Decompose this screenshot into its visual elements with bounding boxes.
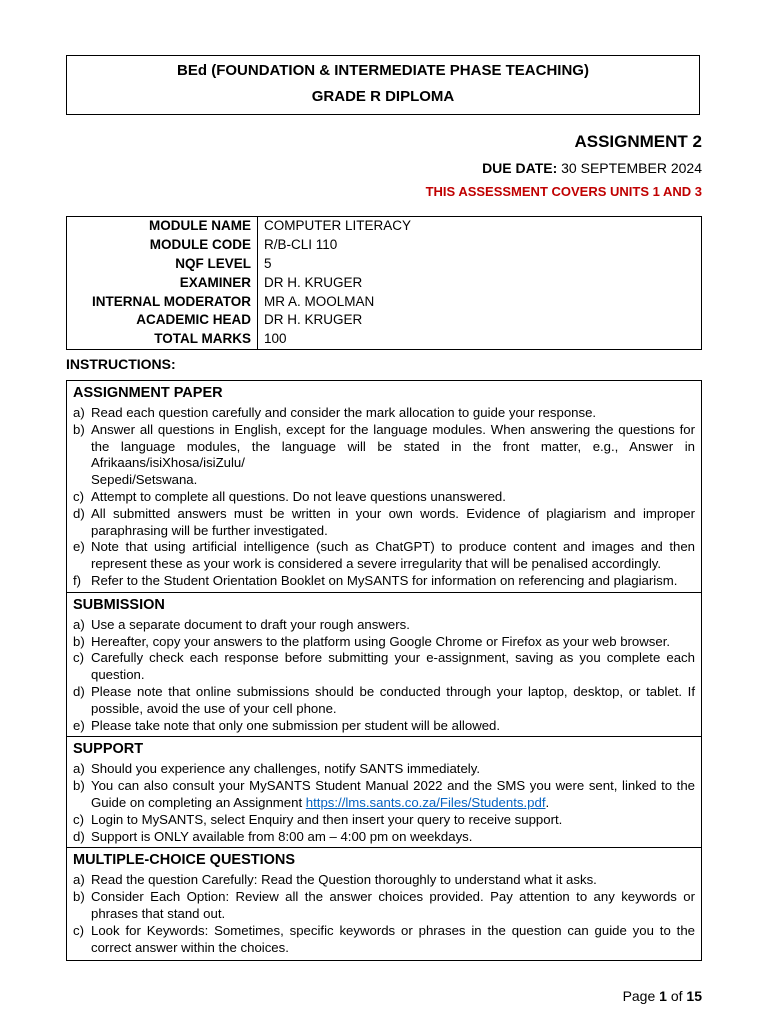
multiple-choice-section — [67, 848, 701, 958]
row-value: 100 — [264, 331, 287, 347]
module-info-table — [66, 216, 702, 350]
list-item: a) Read the question Carefully: Read the Question thoroughly to understand what it asks. — [73, 872, 597, 888]
instructions-heading: INSTRUCTIONS: — [66, 356, 176, 372]
section-title: SUPPORT — [73, 741, 144, 758]
page-number: Page 1 of 15 — [622, 988, 702, 1004]
list-item: c) Login to MySANTS, select Enquiry and then insert your query to receive support. — [73, 811, 563, 827]
due-date — [482, 160, 702, 176]
section-title: SUBMISSION — [73, 596, 165, 613]
program-title: BEd (FOUNDATION & INTERMEDIATE PHASE TEACHING) — [177, 62, 589, 79]
row-value: MR A. MOOLMAN — [264, 293, 375, 309]
list-item: a) Should you experience any challenges, notify SANTS immediately. — [73, 761, 480, 777]
table-row — [67, 330, 702, 349]
list-item: b) Consider Each Option: Review all the answer choices provided. Pay attention to any keywords or phrases that stand out. — [73, 889, 695, 921]
list-item: b) Hereafter, copy your answers to the platform using Google Chrome or Firefox as your web browser. — [73, 633, 671, 649]
row-value: DR H. KRUGER — [264, 312, 363, 328]
list-item: d) Support is ONLY available from 8:00 am – 4:00 pm on weekdays. — [73, 828, 473, 844]
units-covered-notice: THIS ASSESSMENT COVERS UNITS 1 AND 3 — [425, 184, 702, 199]
list-item: a) Use a separate document to draft your rough answers. — [73, 616, 410, 632]
table-row — [67, 292, 702, 311]
list-item: e) Note that using artificial intelligence (such as ChatGPT) to produce content and images and then represent these as your work is considered a severe irregularity that will be penalised accordingly. — [73, 539, 695, 572]
list-item: a) Read each question carefully and consider the mark allocation to guide your response. — [73, 405, 597, 420]
row-value: DR H. KRUGER — [264, 274, 363, 290]
section-title: ASSIGNMENT PAPER — [73, 385, 223, 401]
table-row — [67, 311, 702, 330]
support-section — [67, 737, 701, 848]
program-subtitle: GRADE R DIPLOMA — [311, 88, 455, 105]
assignment-paper-section — [67, 381, 701, 593]
row-key: MODULE NAME — [67, 217, 258, 236]
row-key: MODULE CODE — [67, 236, 258, 255]
assignment-title: ASSIGNMENT 2 — [574, 132, 702, 151]
table-row — [67, 255, 702, 274]
row-key: TOTAL MARKS — [67, 330, 258, 349]
list-item: b) Answer all questions in English, except for the language modules. When answering the questions for the language modules, the language will be stated in the front matter, e.g., Answer in Afrikaans/isiXhosa/isiZulu/ Sepedi/Setswana. — [73, 421, 695, 488]
current-page: 1 — [659, 988, 667, 1004]
row-key: INTERNAL MODERATOR — [67, 292, 258, 311]
list-item: d) Please note that online submissions should be conducted through your laptop, desktop, or tablet. If possible, avoid the use of your cell phone. — [73, 683, 695, 716]
row-value: 5 — [264, 255, 272, 271]
list-item: c) Carefully check each response before submitting your e-assignment, saving as you complete each question. — [73, 650, 695, 683]
row-value: COMPUTER LITERACY — [264, 218, 412, 234]
list-item: f) Refer to the Student Orientation Booklet on MySANTS for information on referencing and plagiarism. — [73, 572, 678, 588]
list-item: c) Look for Keywords: Sometimes, specific keywords or phrases in the question can guide you to the correct answer within the choices. — [73, 922, 695, 955]
list-item: e) Please take note that only one submission per student will be allowed. — [73, 717, 501, 733]
table-row — [67, 217, 702, 236]
list-item: c) Attempt to complete all questions. Do not leave questions unanswered. — [73, 488, 506, 504]
row-key: ACADEMIC HEAD — [67, 311, 258, 330]
list-item: b) You can also consult your MySANTS Student Manual 2022 and the SMS you were sent, linked to the Guide on completing an Assignment https://lms.sants.co.za/Files/Students.pdf. — [73, 778, 695, 810]
submission-section — [67, 593, 701, 738]
table-row — [67, 236, 702, 255]
total-pages: 15 — [686, 988, 702, 1004]
list-item: d) All submitted answers must be written in your own words. Evidence of plagiarism and improper paraphrasing will be further investigated. — [73, 505, 695, 538]
section-title: MULTIPLE-CHOICE QUESTIONS — [73, 852, 296, 869]
due-date-label: DUE DATE: — [482, 160, 558, 176]
row-value: R/B-CLI 110 — [264, 237, 338, 253]
due-date-value: 30 SEPTEMBER 2024 — [561, 160, 702, 176]
students-guide-link[interactable]: https://lms.sants.co.za/Files/Students.pdf — [305, 794, 546, 810]
row-key: NQF LEVEL — [67, 255, 258, 274]
table-row — [67, 273, 702, 292]
document-title-box — [66, 55, 700, 115]
instructions-box — [66, 380, 702, 961]
row-key: EXAMINER — [67, 273, 258, 292]
